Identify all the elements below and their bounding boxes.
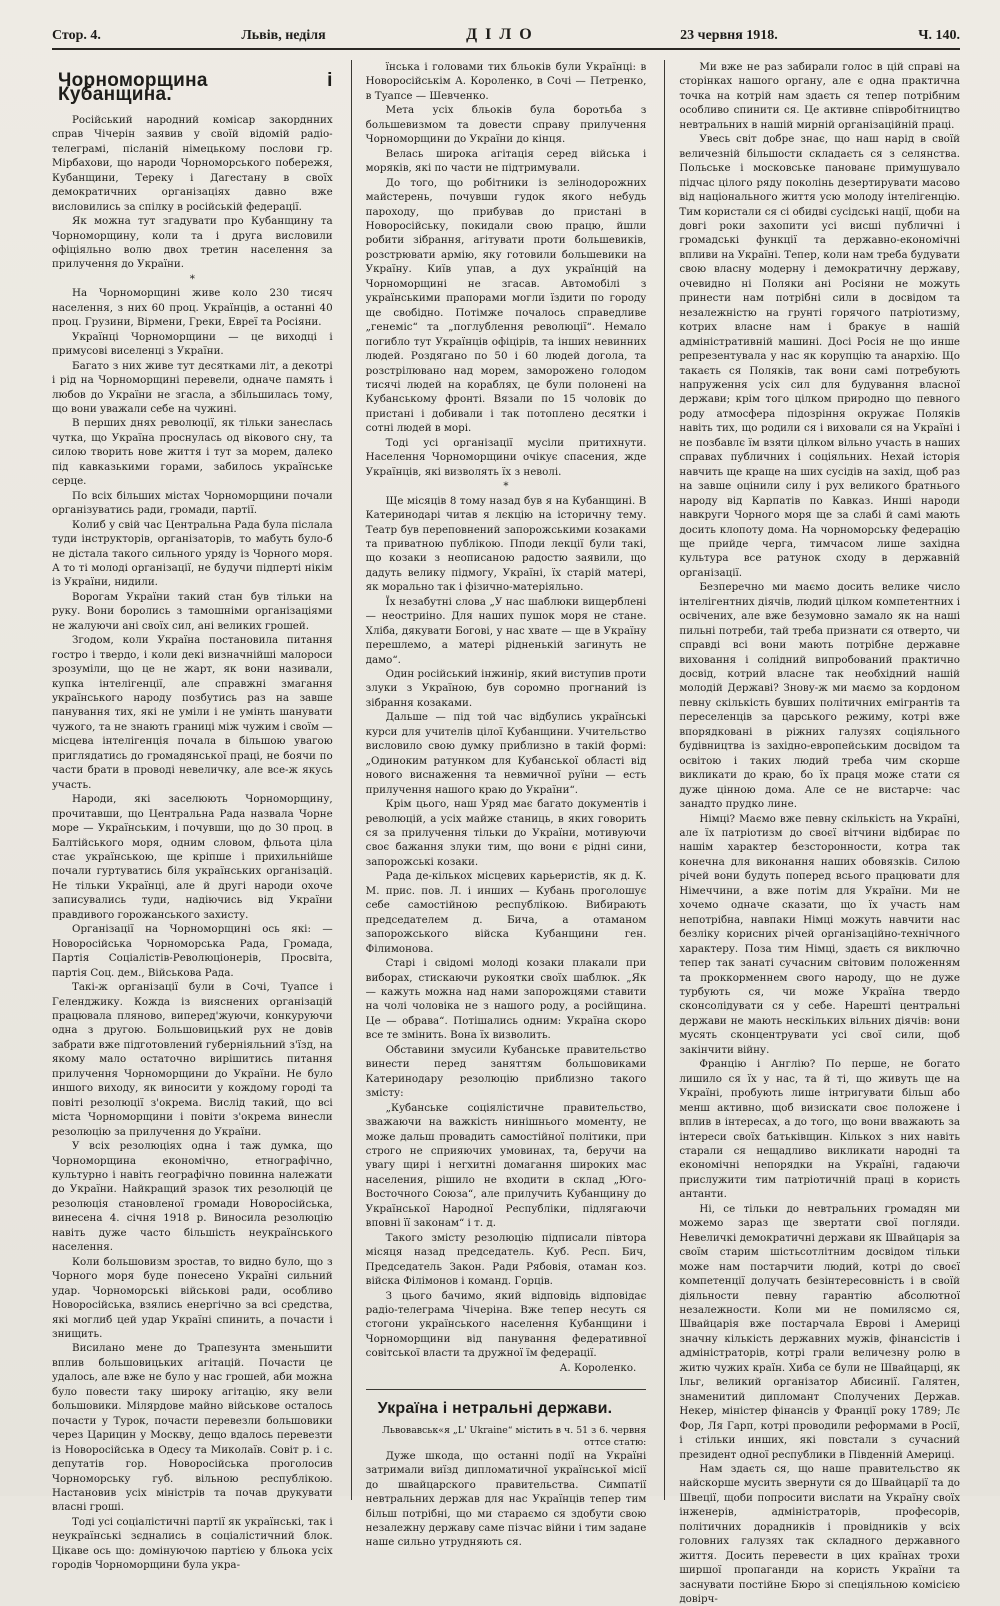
page-number: Стор. 4. [52, 28, 101, 43]
paragraph: Німці? Маємо вже певну скількість на Україні, але їх патріотизм до своєї вітчини відбирає по нашім характер безсторонности, котра так конечна для виконання наших обовязків. Силою річей вони будуть поперед всього працювати для Німеччини, а вже потім для України. Ми не хочемо одначе сказати, що їх участь нам непотрібна, навпаки Німці можуть навчити нас безліку корисних річей організаційно-технічного характеру. Поза тим Німці, здаєть ся виключно тепер так занаті сучасним світовим положенням та проккорменнем свого народу, що не дуже турбують ся, чи може Україна твердо сконсолідувати ся у себе. Нарешті центральні держави не мають нескільких вільних діячів: вони мусять сконцентрувати усі свої сили, щоб закінчити війну. [679, 812, 961, 1056]
paragraph: Дуже шкода, що останні події на Україні затримали виїзд дипломатичної української місії до швайцарского правительства. Симпатії невтральних держав для нас Українців тепер тим більш потрібні, що ми стараємо ся здобути свою незалежну державу саме пізчас війни і тим задане наше сильно утрудняють ся. [365, 1449, 647, 1549]
place-day: Львів, неділя [241, 28, 326, 43]
section-separator: * [189, 272, 195, 285]
second-article-title: Україна і нетральні держави. [377, 1400, 613, 1418]
paragraph: їнська і головами тих бльоків були Українці: в Новоросійськім А. Короленко, в Сочі — Петренко, в Туапсе — Шевченко. [365, 61, 647, 102]
paragraph: Рада де-кількох місцевих карьеристів, як д. К. М. прис. пов. Л. і инших — Кубань проголошує себе самостійною республікою. Вибирають председателем д. Бича, а отаманом запорожського війска Кубанщини ген. Філимонова. [365, 870, 647, 955]
paragraph: Висилано мене до Трапезунта зменьшити вплив большовицьких агітацій. Почасти це удалось, але вже не було у нас грошей, аби можна було повести таку широку агітацію, яку вели большовики. Мілярдове майно військове осталось почасти у Турок, почасти перевезли большовики через Царицин у Москву, дещо вдалось перевезти із Новоросійська в Одесу та Миколаїв. Совіт р. і с. депутатів гор. Новоросійська проголосив Чорноморську губ. вільною республікою. Настановив усіх міністрів та почав друкувати власні гроші. [52, 1342, 333, 1514]
section-divider [366, 1389, 647, 1390]
paragraph: Коли большовизм зростав, то видно було, що з Чорного моря буде понесено Україні сильний удар. Чорноморські військові ради, особливо Новоросійська, взялись енергічно за всі средства, які моглиб цей удар Україні спинить, а почасти і знищить. [52, 1255, 333, 1340]
paragraph: Такі-ж організації були в Сочі, Туапсе і Геленджику. Кожда із вияснених організацій працювала пляново, виперед'жуючи, конкуруючи одна з другою. Большовицький рух не довів забрати вже підготовлений губерніяльний з'їзд, на якому мало остаточно вирішитись питання прилучення Чорноморщини до України. Не було иншого виходу, як виносити у кождому городі та повіті резолюції з'окрема. Вислід такий, що всі міста Чорноморщини і повіти з'окрема винесли резолюцію за прилучення до України. [52, 981, 333, 1138]
paragraph: Їх незабутні слова „У нас шаблюки вищерблені — неостриіно. Для наших пушок моря не стане. Хліба, дякувати Богові, у нас хвате — ще в Україну перешлемо, а матері рідненькій загинуть не дамо“. [365, 595, 647, 666]
paragraph: Тоді усі соціалістичні партії як українські, так і неукраїнські зєднались в соціалістичний блок. Цікаве ось що: домінуючою партією у бльока усіх городів Чорноморщини була укра- [52, 1515, 333, 1572]
column-3 [664, 60, 961, 1606]
second-article-body [366, 1449, 647, 1550]
paragraph: „Кубанське соціялістичне правительство, зважаючи на важкість нинішнього моменту, не може дальш провадить самостійної політики, при строго не сприяючих умовинах, та, беручи на увагу щирі і негхитні домагання широких мас населения, рішило не входити в склад „Юго-Восточного Союза“, але прилучить Кубанщину до Української Народної Республіки, підлягаючи вповні її законам“ і т. д. [365, 1101, 647, 1230]
reprint-note: Львовавськ«я „L' Ukraine“ містить в ч. 51 з 6. червня оттсе статю: [382, 1424, 647, 1448]
issue-number: Ч. 140. [918, 28, 960, 43]
paragraph: Ще місяців 8 тому назад був я на Кубанщині. В Катеринодарі читав я лєкцію на історичну тему. Театр був переповнений запорожськими козаками та приватною публікою. Пподи лекції були такі, що козаки з неописаною радостю заявили, що дадуть велику підмогу, Україні, їх старій матері, як морально так і фізично-матеріяльно. [365, 494, 647, 594]
columns [52, 60, 961, 1606]
paragraph: Ворогам України такий стан був тільки на руку. Вони боролись з тамошніми організаціями не жалуючи ані своїх сил, ані великих грошей. [52, 590, 333, 632]
paragraph: Мета усіх бльоків була боротьба з большевизмом та довести справу прилучення Чорноморщини до України до кінця. [365, 104, 647, 146]
column-3-body [679, 60, 960, 1606]
paragraph: Безперечно ми маємо досить велике число інтелігентних діячів, людий цілком компетентних і освічених, але вже безумовно замало як на наші пильні потреби, тай треба признати ся отверто, чи справді всі вони мають потрібне державне виховання і солідний випробований практично досвід, котрий власне так необхідний нашій молодій Державі? Знову-ж ми маємо за кордоном певну скількість бувших політичних емігрантів та переселенців за царського режиму, котрі вже впорядковані в ріжних галузях соціяльного будівництва із західно-европейським досвідом та освітою і таких людий треба чим скорше викликати до краю, бо їх праця може стати ся дуже цінною дома. Але се не вистарче: час занадто прудко лине. [679, 581, 961, 811]
paragraph: Обставини змусили Кубанське правительство винести перед заняттям большовиками Катеринодару резолюцію приблизно такого змісту: [365, 1043, 647, 1100]
column-2-body [366, 60, 647, 1361]
paragraph: Організації на Чорноморщині ось які: — Новоросійська Чорноморська Рада, Громада, Партія Соціалістів-Революціонерів, Просвіта, партія Соц. дем., Військова Рада. [52, 923, 333, 979]
paragraph: Тоді усі організації мусіли притихнути. Населення Чорноморщини очікує спасения, жде Українців, які визволять їх з неволі. [365, 436, 647, 478]
page-header [52, 26, 960, 50]
article-signature: А. Короленко. [559, 1361, 637, 1374]
paragraph: Згодом, коли Україна постановила питання гостро і твердо, і коли декі визначнійші малороси зрозуміли, що це не жарт, як вони називали, купка інтелігенції, але справжні змагання українського народу позбутись раз на завше панування тих, які не уміли і не умінть шанувати чужого, та не знають границі між чужим і своїм — місцева інтелігенція почала в більшою увагою приглядатись до громадянської праці, не боячи по части брати в проводі невеличку, але все-ж якусь участь. [52, 634, 333, 791]
section-separator: * [503, 480, 509, 493]
paragraph: Народи, які заселюють Чорноморщину, прочитавши, що Центральна Рада назвала Чорне море — Українським, і почувши, що до 30 проц. в Балтійського моря, одним словом, фльота ціла стає українською, ще кріпше і прихильнійше почали гуртуватись біля українських організацій. Не тільки Українці, але й другі народи охоче записувались туди, надіючись від України правдивого горожанського захисту. [52, 793, 333, 921]
column-2 [351, 60, 647, 1549]
paragraph: Ні, се тільки до невтральних громадян ми можемо зараз ще звертати свої погляди. Невеличкі демократичні держави як Швайцарія за своїм старим шістьсотлітним досвідом тільки може нам постарчити людий, котрі до своєї компетенції долучать безінтересовність і в своїй діяльности певну гарантію абсолютної незалежности. Коли ми не помилясмо ся, Швайцарія вже постарчала Еврові і Америці значну кількість державних мужів, фінансістів і адміністраторів, котрі грали величезну ролю в житю чужих країн. Хиба се були не Швайцарці, як Ільг, великий організатор Абисинії. Галятен, знаменитий дипломант Сполучених Держав. Некер, міністер фінансів у Франції року 1789; Лє Фор, Ля Гарп, котрі проводили реформами в Росії, і стільки инших, які повстали з сучасний президент одної республики в Південній Америці. [679, 1202, 961, 1461]
paragraph: Колиб у свій час Центральна Рада була післала туди інструкторів, організаторів, то мабуть було-б не дістала такого сильного уряду із Чорного моря. А то ті молоді організації, не будучи підперті нікім із України, нидили. [52, 518, 333, 589]
paragraph: Старі і свідомі молоді козаки плакали при виборах, стискаючи рукоятки своїх шаблюк. „Як — кажуть можна над нами запорожцями ставити на чолі чоловіка не з нашого роду, а російщина. Це — обрава“. Потішались одним: Україна скоро все те змінить. Вона їх визволить. [365, 957, 647, 1042]
paragraph: Як можна тут згадувати про Кубанщину та Чорноморщину, коли та і друга висловили офіціяльно волю двох третин населення за прилучення до України. [52, 215, 333, 271]
paragraph: В перших днях революції, як тільки занеслась чутка, що Україна проснулась од вікового сну, та силою творить нове життя і тут за морем, далеко під кавказькими горами, забилось українське серце. [52, 417, 333, 488]
paragraph: Велась широка агітація серед війська і моряків, які по части не підтримували. [365, 147, 647, 175]
paragraph: Російський народний комісар закорднних справ Чічерін заявив у своїй відомій радіо-телеграмі, післаній німецькому послови гр. Мірбахови, що народи Чорноморського побережя, Кубанщини, Тереку і Дагестану в своїх демократичних організаціях давно вже висловились за спілку в російській федерації. [52, 113, 333, 213]
paragraph: Нам здаєть ся, що наше правительство як найскорше мусить звернути ся до Швайцарії та до Швеції, щоби попросити вислати на Україну своїх інженерів, адміністраторів, професорів, політичних дорадників і провідників у всіх головних галузях так складного державного життя. Досить перевести в цих країнах трохи ширшої пропаганди на користь України та заснувати постійне Бюро зі спеціяльною комісією довірч- [679, 1462, 961, 1606]
paragraph: З цього бачимо, який відповідь відповідає радіо-телеграма Чічеріна. Вже тепер несуть ся стогони українського населення Кубанщини і Чорноморщини від панування федеративної совітської власти та дружної їм федерації. [365, 1289, 647, 1360]
paragraph: До того, що робітники із зелінодорожних майстерень, почувши гудок якого небудь пароходу, що прибував до пристані в Новоросійську, покидали свою працю, йшли робити зібрання, агітувати проти большевиків, розстрювати армію, яку готовили большевики на Україну. Київ упав, а дух українцій на Чорноморщині не згасав. Автомобілі з українськими прапорами могли їздити по городу ще свобідно. Потімже почалось справедливе „генеміс“ та „поглублення революції“. Немало погибло тут Українців офіцірів, та інших невинних людей. Роздягано по 50 і 60 людей догола, та розстрілювано над морем, заморожено голодом тисячі людей на кораблях, це були полонені на Кубанському фронті. Вязали по 15 чоловік до пристані і добивали і так потоплено десятки і сотні людей в морі. [365, 176, 647, 435]
paragraph: На Чорноморщині живе коло 230 тисяч населення, з них 60 проц. Українців, а останні 40 проц. Грузини, Вірмени, Греки, Евреї та Росіяни. [52, 287, 333, 329]
column-1-body [52, 113, 333, 1573]
paragraph: Багато з них живе тут десятками літ, а декотрі і рід на Чорноморщині перевели, одначе память і любов до України не згасла, а збільшилась тому, що вони уважали себе на чужині. [52, 359, 333, 415]
paragraph: Дальше — під той час відбулись українські курси для учителів цілої Кубанщини. Учительство висловило свою думку приблизно в такій формі: „Одиноким ратунком для Кубанської області від нового виснаження та невмичної руїни — есть прилучення нашого краю до України“. [365, 711, 647, 796]
masthead: ДІЛО [466, 26, 540, 43]
issue-date: 23 червня 1918. [680, 28, 778, 43]
column-1 [52, 60, 333, 1572]
paragraph: Ми вже не раз забирали голос в цій справі на сторінках нашого органу, але є одна практична точка на котрій нам здаєть ся тепер потрібним особливо спинити ся. Це активне співробітництво невтральних в нашій мирній організаційній праці. [679, 61, 961, 131]
paragraph: Один російський інжинір, який виступив проти злуки з Україною, був соромно прогнаний із зібрання козаками. [365, 668, 647, 709]
paragraph: Такого змісту резолюцію підписали півтора місяця назад председатель. Куб. Респ. Бич, Председатель Закон. Ради Рябовія, отаман коз. війска Філімонов і команд. Горців. [365, 1231, 647, 1288]
paragraph: Увесь світ добре знає, що наш нарід в своїй величезній більшости складаєть ся з селянства. Польське і московське панованє примушувало підчас цілого ряду поколінь дезертирувати масово від національного життя усю молоду інтелігенцію. Тим користали ся сі обидві сусідські нації, щоби на довгі роки захопити усі висші публичні і громадські функції та державно-економічні впливи на Україні. Тепер, коли нам треба будувати свою власну модерну і демократичну державу, очевидно ні Поляки ані Росіяни не можуть принести нам потрібні сили в досвідом та незалежністю на грунті горячого патріотизму, котрих власне нам і бракує в нашій адміністративній машині. Досі Росія не що инше репрезентувала у нас як корупцію та анархію. Що такаєть ся Поляків, так вони самі потребують напруження усіх сил для будування власної держави; крім того цілком природно що певного роду атмосфера підозріння окружає Поляків навіть тих, що родили ся і виховали ся на Україні і не позбавлє їм взяти цілком вільно участь в наших справах публичних і соціяльних. Нехай історія навчить ще краще на ших сусідів на захід, щоб раз на завше оцінили силу і рух великого братнього народу від Карпатів по Кавказ. Инші народи навкруги Чорного моря ще за слабі й самі мають досить клопоту дома. На чорноморську федерацію ще прийде черга, тимчасом лише західна культура все ратунок сходу в державній організації. [679, 133, 961, 579]
paragraph: У всіх резолюціях одна і таж думка, що Чорноморщина економічно, етнографічно, культурно і навіть географічно повинна належати до України. Найкращий зразок тих резолюцій це резолюція становленої громади Новоросійська, винесена 4. січня 1918 р. Виносила резолюцію навіть дуже часто більшість неукраїнського населення. [52, 1140, 333, 1254]
paragraph: Українці Чорноморщини — це виходці і примусові виселенці з України. [52, 330, 333, 358]
article-title: Чорноморщина і Кубанщина. [58, 70, 333, 106]
paragraph: Крім цього, наш Уряд має багато документів і революцій, а усіх майже станиць, в яких говорить ся за прилучення тільки до України, мотивуючи своє бажання злуки тим, що вони є рідні сини, запорожські козаки. [365, 798, 647, 868]
paragraph: Францію і Англію? По перше, не богато лишило ся їх у нас, та й ті, що живуть ще на Україні, пробують лише інтригувати більш або менш активно, щоб визискати своє положене і вплив в інтересах, а до того, що вони вважають за інтереси своїх батьківщин. Кількох з них навіть старали ся нещадливо викликати народні та економічні непорядки на Україні, гадаючи прислужити тим патріотичній праці в користь антанти. [679, 1058, 961, 1201]
paragraph: По всіх більших містах Чорноморщини почали організуватись ради, громади, партії. [52, 489, 333, 517]
